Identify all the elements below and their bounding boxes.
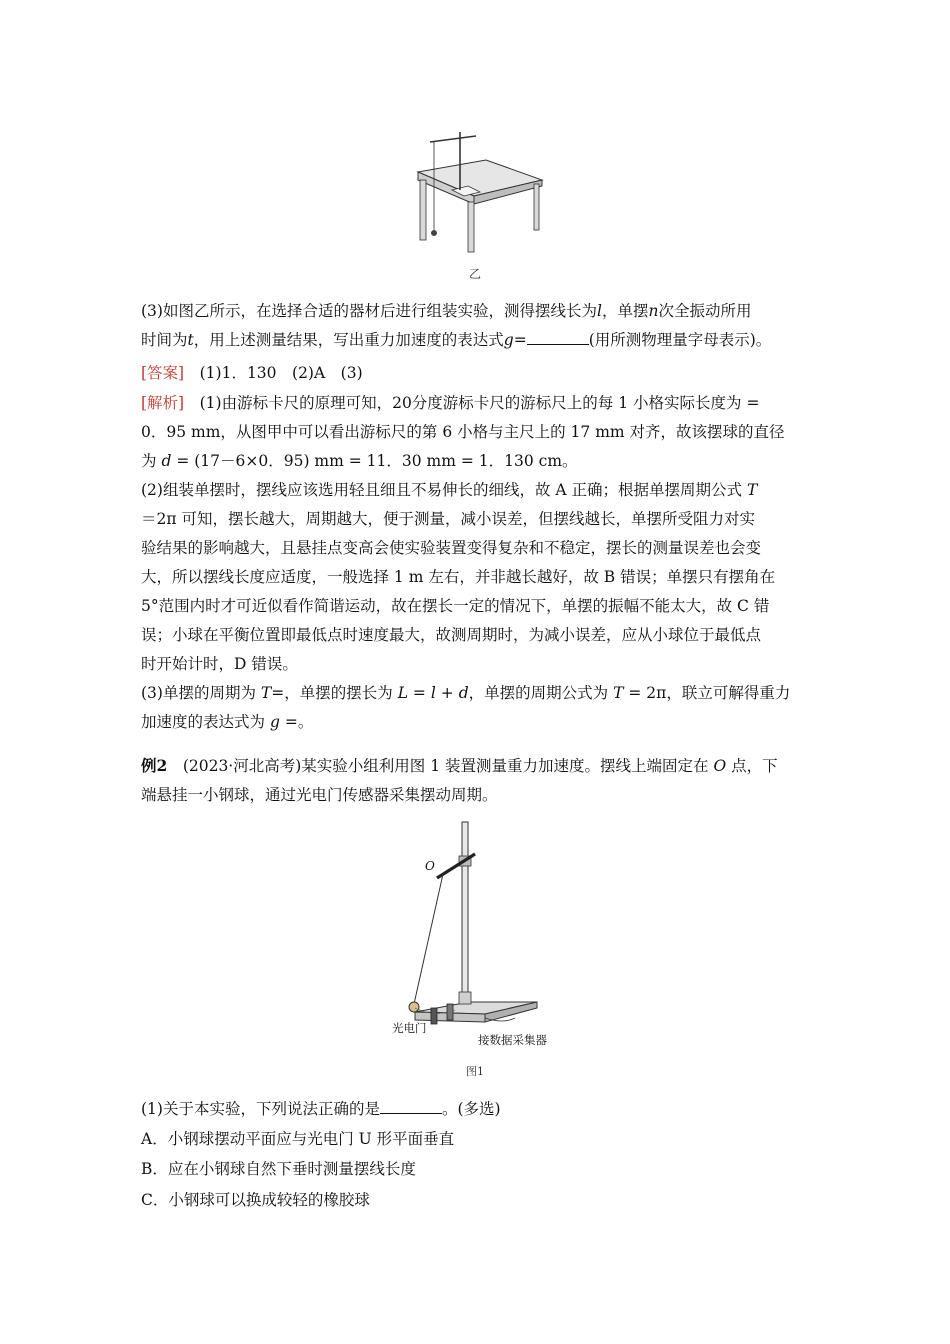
answer-blank xyxy=(527,328,589,345)
photogate-label: 光电门 xyxy=(392,1021,427,1035)
answer-tag: [答案] xyxy=(141,364,185,382)
analysis-block: [解析] (1)由游标卡尺的原理可知，20分度游标卡尺的游标尺上的每 1 小格实际长度为 = 0．95 mm，从图甲中可以看出游标尺的第 6 小格与主尺上的 17 mm 对齐，故该摆球的直径 为 d = (17－6×0．95) mm = 11．30 mm = 1．130 cm。 (2)组装单摆时，摆线应该选用轻且细且不易伸长的细线，故 A 正确；根据单摆周期公式 T ＝2π 可知，摆长越大，周期越大，便于测量，减小误差，但摆线越长，单摆所受阻力对实 验结果的影响越大，且悬挂点变高会使实验装置变得复杂和不稳定，摆长的测量误差也会变 大，所以摆线长度应适度，一般选择 1 m 左右，并非越长越好，故 B 错误；单摆只有摆角在 5°范围内时才可近似看作简谐运动，故在摆长一定的情况下，单摆的振幅不能太大，故 C 错 误；小球在平衡位置即最低点时速度最大，故测周期时，为减小误差，应从小球位于最低点 时开始计时，D 错误。 (3)单摆的周期为 T=，单摆的摆长为 L = l + d，单摆的周期公式为 T = 2π，联立可解得重力 加速度的表达式为 g =。 xyxy=(141,394,791,731)
option-c: C．小钢球可以换成较轻的橡胶球 xyxy=(141,1191,370,1209)
q1-answer-blank xyxy=(380,1097,442,1114)
figure-yi-illustration xyxy=(410,128,550,258)
question-1: (1)关于本实验，下列说法正确的是 。(多选) xyxy=(141,1095,501,1124)
option-a: A．小钢球摆动平面应与光电门 U 形平面垂直 xyxy=(141,1130,455,1148)
question-3: (3)如图乙所示，在选择合适的器材后进行组装实验，测得摆线长为l，单摆n次全振动所用 时间为t，用上述测量结果，写出重力加速度的表达式g= (用所测物理量字母表示)。 xyxy=(141,302,772,349)
example-2: 例2 (2023·河北高考)某实验小组利用图 1 装置测量重力加速度。摆线上端固定在 O 点，下 端悬挂一小钢球，通过光电门传感器采集摆动周期。 xyxy=(141,756,778,804)
example-label: 例2 xyxy=(141,756,168,775)
collector-label: 接数据采集器 xyxy=(478,1033,547,1047)
label-O: O xyxy=(425,859,435,873)
answer-block: [答案] (1)1．130 (2)A (3) xyxy=(141,364,363,382)
analysis-tag: [解析] xyxy=(141,394,185,412)
figure-yi-caption: 乙 xyxy=(468,267,481,281)
figure-1-illustration xyxy=(385,818,570,1050)
figure-1-caption: 图1 xyxy=(466,1065,484,1078)
option-b: B．应在小钢球自然下垂时测量摆线长度 xyxy=(141,1160,416,1178)
